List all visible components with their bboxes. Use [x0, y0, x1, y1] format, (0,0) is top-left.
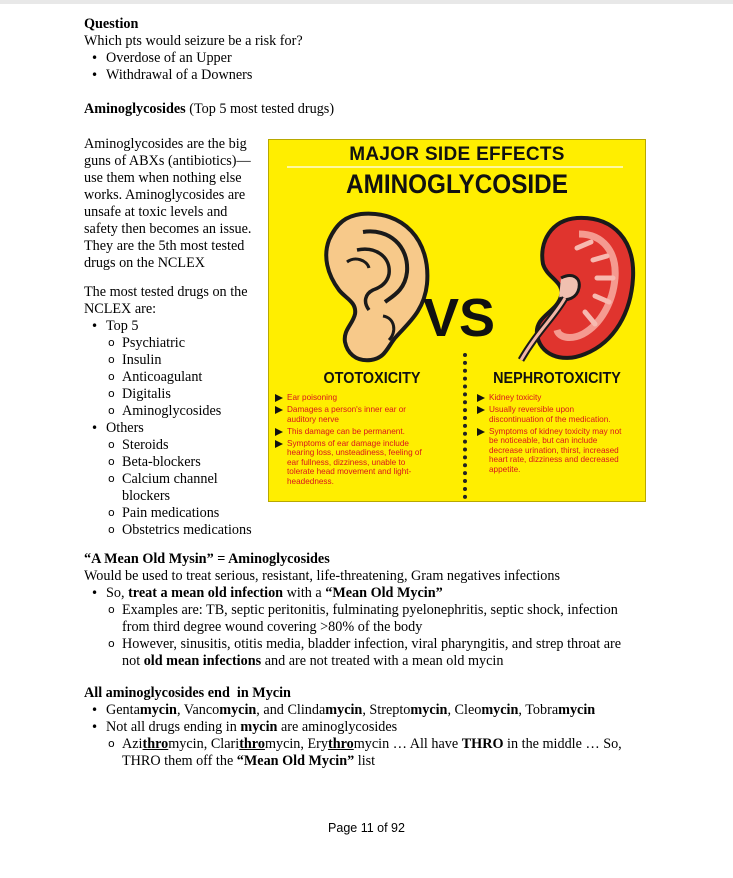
list-item: Damages a person's inner ear or auditory nerve: [275, 405, 461, 424]
mycin-list: [84, 702, 684, 770]
poster-title-rule: [287, 166, 623, 168]
intro-line: guns of ABXs (antibiotics)—: [84, 153, 251, 169]
intro-line: unsafe at toxic levels and: [84, 204, 228, 220]
nephrotoxicity-list: [477, 393, 646, 477]
intro-line: safety then becomes an issue.: [84, 221, 252, 237]
ototoxicity-list: [275, 393, 461, 489]
question-list: [84, 50, 303, 84]
side-effects-poster: [268, 139, 646, 502]
tested-line: The most tested drugs on the: [84, 284, 248, 300]
nephrotoxicity-heading: NEPHROTOXICITY: [493, 370, 621, 387]
list-item: Symptoms of kidney toxicity may not be noticeable, but can include decrease urination, thirst, increased heart rate, dizziness and decreased appetite.: [477, 427, 646, 475]
list-item: o Obstetrics medications: [84, 522, 264, 539]
aminoglycosides-intro: [84, 136, 251, 272]
intro-line: They are the 5th most tested: [84, 238, 245, 254]
list-item: Kidney toxicity: [477, 393, 646, 403]
question-prompt: Which pts would seizure be a risk for?: [84, 33, 303, 49]
ototoxicity-heading: OTOTOXICITY: [323, 370, 421, 387]
list-item: o Examples are: TB, septic peritonitis, fulminating pyelonephritis, septic shock, infection from third degree wound covering >80% of the body: [84, 602, 684, 636]
most-tested-block: [84, 284, 264, 539]
intro-line: works. Aminoglycosides are: [84, 187, 246, 203]
page-top-edge: [0, 0, 733, 4]
mean-old-list: [84, 585, 684, 670]
section-heading: All aminoglycosides end in Mycin: [84, 685, 291, 701]
ear-icon: [299, 206, 439, 364]
list-item: o Calcium channel blockers: [84, 471, 264, 505]
list-item: o Pain medications: [84, 505, 264, 522]
list-item: Ear poisoning: [275, 393, 461, 403]
list-item: • Gentamycin, Vancomycin, and Clindamycin, Streptomycin, Cleomycin, Tobramycin: [84, 702, 684, 719]
kidney-icon: [507, 212, 639, 362]
tested-line: NCLEX are:: [84, 301, 157, 317]
list-item: • So, treat a mean old infection with a “Mean Old Mycin”: [84, 585, 684, 602]
intro-line: use them when nothing else: [84, 170, 242, 186]
intro-line: drugs on the NCLEX: [84, 255, 205, 271]
intro-line: Aminoglycosides are the big: [84, 136, 247, 152]
list-item: • Not all drugs ending in mycin are aminoglycosides: [84, 719, 684, 736]
question-heading: Question: [84, 16, 139, 32]
mean-old-mycin-section: [84, 551, 684, 670]
aminoglycosides-heading: Aminoglycosides (Top 5 most tested drugs): [84, 101, 335, 117]
question-block: [84, 16, 303, 84]
page-number: Page 11 of 92: [328, 821, 405, 835]
list-item: o Psychiatric: [84, 335, 264, 352]
list-item: Usually reversible upon discontinuation of the medication.: [477, 405, 646, 424]
list-item: o However, sinusitis, otitis media, bladder infection, viral pharyngitis, and strep throat are not old mean infections and are not treated with a mean old mycin: [84, 636, 684, 670]
list-item: This damage can be permanent.: [275, 427, 461, 437]
poster-subtitle: AMINOGLYCOSIDE: [346, 169, 568, 199]
list-item: o Steroids: [84, 437, 264, 454]
poster-divider: [463, 353, 467, 499]
list-item: o Digitalis: [84, 386, 264, 403]
section-text: Would be used to treat serious, resistant, life-threatening, Gram negatives infections: [84, 568, 560, 584]
list-item: o Beta-blockers: [84, 454, 264, 471]
list-item: • Top 5: [84, 318, 264, 335]
tested-list: [84, 318, 264, 539]
list-item: • Others: [84, 420, 264, 437]
section-heading: “A Mean Old Mysin” = Aminoglycosides: [84, 551, 330, 567]
poster-title: MAJOR SIDE EFFECTS: [349, 144, 565, 165]
list-item: o Anticoagulant: [84, 369, 264, 386]
list-item: • Overdose of an Upper: [84, 50, 303, 67]
list-item: Symptoms of ear damage include hearing loss, unsteadiness, feeling of ear fullness, dizziness, unable to tolerate head movement and light- headedness.: [275, 439, 461, 487]
list-item: • Withdrawal of a Downers: [84, 67, 303, 84]
list-item: o Aminoglycosides: [84, 403, 264, 420]
vs-label: VS: [423, 288, 496, 348]
list-item: o Azithromycin, Clarithromycin, Erythromycin … All have THRO in the middle … So, THRO them off the “Mean Old Mycin” list: [84, 736, 684, 770]
mycin-section: [84, 685, 684, 770]
list-item: o Insulin: [84, 352, 264, 369]
